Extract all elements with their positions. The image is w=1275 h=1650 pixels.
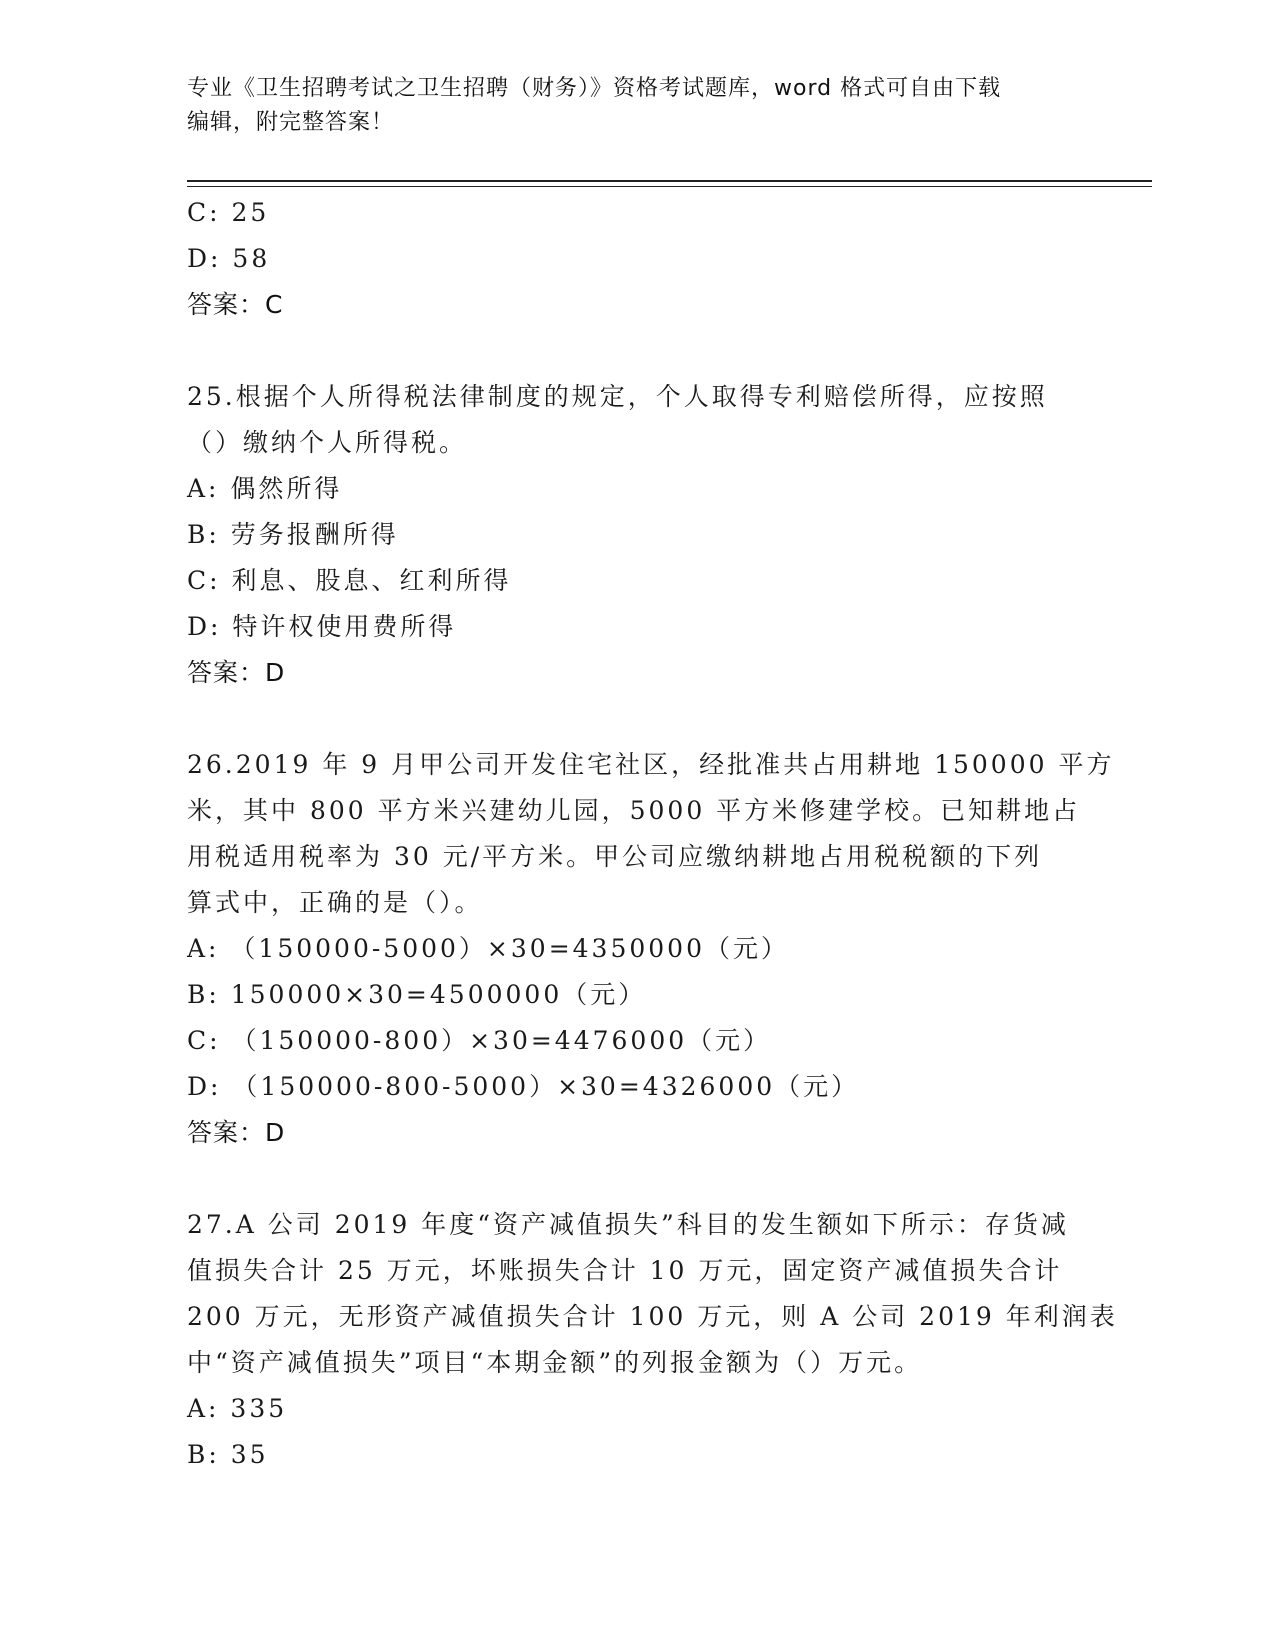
question-content xyxy=(187,190,1118,1478)
question-text-line: 用税适用税率为 30 元/平方米。甲公司应缴纳耕地占用税税额的下列 xyxy=(187,842,1043,871)
option-c: C: 利息、股息、红利所得 xyxy=(187,566,512,595)
header-line-1: 专业《卫生招聘考试之卫生招聘（财务）》资格考试题库，word 格式可自由下载 xyxy=(187,76,1002,101)
question-text-line: 200 万元，无形资产减值损失合计 100 万元，则 A 公司 2019 年利润表 xyxy=(187,1302,1118,1331)
question-text-line: 米，其中 800 平方米兴建幼儿园，5000 平方米修建学校。已知耕地占 xyxy=(187,796,1081,825)
answer-label: 答案：D xyxy=(187,658,286,687)
spacer xyxy=(187,1156,1087,1202)
answer-label: 答案：D xyxy=(187,1118,286,1147)
option-a: A: 偶然所得 xyxy=(187,474,343,503)
question-text-line: 26.2019 年 9 月甲公司开发住宅社区，经批准共占用耕地 150000 平方 xyxy=(187,750,1115,779)
question-text-line: 25.根据个人所得税法律制度的规定，个人取得专利赔偿所得，应按照 xyxy=(187,382,1048,411)
header-line-2: 编辑，附完整答案！ xyxy=(187,110,395,135)
option-d: D: 58 xyxy=(187,244,271,273)
option-a: A: （150000-5000）×30=4350000（元） xyxy=(187,934,789,963)
option-b: B: 35 xyxy=(187,1440,269,1469)
option-c: C: 25 xyxy=(187,198,270,227)
question-25 xyxy=(187,374,1087,696)
document-header xyxy=(187,72,1087,140)
question-26 xyxy=(187,742,1115,1156)
option-b: B: 劳务报酬所得 xyxy=(187,520,399,549)
spacer xyxy=(187,328,1087,374)
header-rule-thick xyxy=(187,180,1152,182)
question-text-line: 中“资产减值损失”项目“本期金额”的列报金额为（）万元。 xyxy=(187,1348,923,1377)
question-text-line: 值损失合计 25 万元，坏账损失合计 10 万元，固定资产减值损失合计 xyxy=(187,1256,1063,1285)
answer-label: 答案：C xyxy=(187,290,284,319)
question-text-line: 27.A 公司 2019 年度“资产减值损失”科目的发生额如下所示：存货减 xyxy=(187,1210,1069,1239)
option-b: B: 150000×30=4500000（元） xyxy=(187,980,647,1009)
question-text-line: 算式中，正确的是（）。 xyxy=(187,888,483,917)
previous-question xyxy=(187,190,1087,328)
option-d: D: （150000-800-5000）×30=4326000（元） xyxy=(187,1072,860,1101)
option-c: C: （150000-800）×30=4476000（元） xyxy=(187,1026,772,1055)
question-text-line: （）缴纳个人所得税。 xyxy=(187,428,468,457)
option-a: A: 335 xyxy=(187,1394,288,1423)
header-rule-thin xyxy=(187,186,1152,187)
question-27 xyxy=(187,1202,1118,1478)
spacer xyxy=(187,696,1087,742)
option-d: D: 特许权使用费所得 xyxy=(187,612,457,641)
